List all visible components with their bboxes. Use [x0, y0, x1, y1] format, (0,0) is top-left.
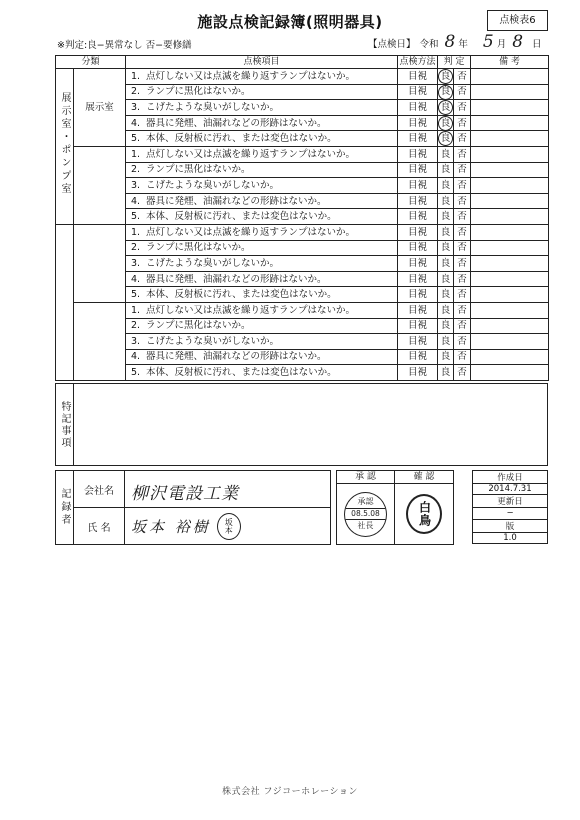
judgement-bad: 否	[457, 148, 467, 160]
check-item-number: 2.	[131, 164, 141, 176]
check-method: 目視	[408, 86, 428, 98]
judgement-good-cell	[438, 365, 454, 381]
judgement-good: 良	[440, 117, 451, 129]
check-item-number: 3.	[131, 101, 141, 113]
check-item-text: こげたような臭いがしないか。	[146, 335, 280, 347]
judgement-bad: 否	[457, 304, 467, 316]
check-method: 目視	[408, 70, 428, 82]
judgement-bad-cell	[454, 100, 471, 116]
check-item-cell	[126, 318, 398, 334]
judgement-good: 良	[440, 367, 451, 379]
judgement-bad-cell	[454, 224, 471, 240]
version-value: 1.0	[503, 532, 517, 543]
category-cell	[56, 224, 74, 380]
check-method-cell	[398, 302, 438, 318]
check-item-text: ランプに黒化はないか。	[146, 242, 251, 254]
updated-label: 更新日	[473, 495, 547, 508]
check-item-text: こげたような臭いがしないか。	[146, 101, 280, 113]
judgement-bad: 否	[457, 351, 467, 363]
judgement-bad-cell	[454, 131, 471, 147]
table-row	[56, 287, 549, 303]
created-date: 2014.7.31	[473, 484, 547, 495]
judgement-bad: 否	[457, 320, 467, 332]
remarks-cell	[471, 271, 549, 287]
check-method: 目視	[408, 101, 428, 113]
check-method-cell	[398, 115, 438, 131]
check-item-number: 2.	[131, 86, 141, 98]
remarks-cell	[471, 209, 549, 225]
table-row	[56, 349, 549, 365]
special-notes-box	[55, 383, 548, 466]
check-method-cell	[398, 146, 438, 162]
judgement-bad: 否	[457, 133, 467, 145]
subcategory-cell	[74, 146, 126, 224]
judgement-bad: 否	[457, 117, 467, 129]
check-method-cell	[398, 240, 438, 256]
check-method-cell	[398, 318, 438, 334]
check-item-number: 2.	[131, 320, 141, 332]
check-method-cell	[398, 131, 438, 147]
check-item-number: 1.	[131, 304, 141, 316]
judgement-bad: 否	[457, 289, 467, 301]
judgement-good: 良	[440, 211, 451, 223]
judgement-good-cell	[438, 84, 454, 100]
check-item-number: 2.	[131, 242, 141, 254]
check-item-text: 点灯しない又は点滅を繰り返すランプはないか。	[146, 70, 356, 82]
judgement-bad-cell	[454, 240, 471, 256]
check-item-cell	[126, 146, 398, 162]
table-row	[56, 115, 549, 131]
inspection-date-label: 【点検日】	[368, 39, 416, 50]
table-row	[56, 365, 549, 381]
personal-seal-text: 坂本	[224, 518, 234, 534]
judgement-bad-cell	[454, 178, 471, 194]
form-id-badge: 点検表6	[487, 10, 548, 31]
check-item-number: 1.	[131, 70, 141, 82]
subcategory-cell	[74, 224, 126, 302]
approval-box	[336, 470, 454, 545]
judgement-bad-cell	[454, 318, 471, 334]
table-row	[56, 318, 549, 334]
updated-date: −	[473, 508, 547, 519]
inspection-date-month-unit: 月	[496, 39, 507, 50]
judgement-good-cell	[438, 318, 454, 334]
check-method: 目視	[408, 351, 428, 363]
inspection-date-day: 8	[512, 32, 524, 52]
name-handwritten: 坂本 裕樹	[131, 517, 211, 536]
check-item-number: 4.	[131, 195, 141, 207]
remarks-cell	[471, 178, 549, 194]
check-item-number: 4.	[131, 351, 141, 363]
remarks-cell	[471, 365, 549, 381]
check-item-cell	[126, 240, 398, 256]
judgement-bad-cell	[454, 349, 471, 365]
judgement-bad: 否	[457, 101, 467, 113]
recorder-label: 記録者	[59, 488, 70, 527]
judgement-good: 良	[440, 195, 451, 207]
check-item-number: 4.	[131, 117, 141, 129]
remarks-cell	[471, 334, 549, 350]
check-item-text: ランプに黒化はないか。	[146, 86, 251, 98]
check-method-cell	[398, 349, 438, 365]
check-method-cell	[398, 178, 438, 194]
judgement-bad-cell	[454, 302, 471, 318]
subcategory-cell	[74, 69, 126, 147]
check-item-text: こげたような臭いがしないか。	[146, 179, 280, 191]
check-item-text: 点灯しない又は点滅を繰り返すランプはないか。	[146, 148, 356, 160]
company-handwritten: 柳沢電設工業	[131, 483, 239, 504]
check-method-cell	[398, 162, 438, 178]
check-item-cell	[126, 69, 398, 85]
check-method: 目視	[408, 320, 428, 332]
check-item-number: 1.	[131, 226, 141, 238]
judgement-good-cell	[438, 193, 454, 209]
judgement-good: 良	[440, 101, 451, 113]
inspection-table-header	[56, 56, 549, 69]
check-item-cell	[126, 256, 398, 272]
check-method-cell	[398, 84, 438, 100]
check-method: 目視	[408, 289, 428, 301]
judgement-good-cell	[438, 69, 454, 85]
check-method: 目視	[408, 195, 428, 207]
judgement-bad-cell	[454, 84, 471, 100]
check-item-cell	[126, 365, 398, 381]
check-item-text: こげたような臭いがしないか。	[146, 257, 280, 269]
judgement-bad-cell	[454, 287, 471, 303]
judgement-good-cell	[438, 146, 454, 162]
judgement-good: 良	[440, 133, 451, 145]
judgement-good: 良	[440, 70, 451, 82]
remarks-cell	[471, 256, 549, 272]
judgement-good-cell	[438, 131, 454, 147]
check-item-cell	[126, 193, 398, 209]
judgement-good-cell	[438, 256, 454, 272]
judgement-good-cell	[438, 162, 454, 178]
judgement-bad: 否	[457, 335, 467, 347]
approval-date-stamp	[344, 492, 387, 537]
judgement-bad: 否	[457, 242, 467, 254]
judgement-bad: 否	[457, 367, 467, 379]
check-item-text: 本体、反射板に汚れ、または変色はないか。	[146, 133, 337, 145]
judgement-good: 良	[440, 164, 451, 176]
check-item-number: 3.	[131, 179, 141, 191]
check-method-cell	[398, 271, 438, 287]
remarks-cell	[471, 302, 549, 318]
judgement-good: 良	[440, 289, 451, 301]
remarks-cell	[471, 100, 549, 116]
table-row	[56, 193, 549, 209]
judgement-good-cell	[438, 240, 454, 256]
check-method-cell	[398, 193, 438, 209]
judgement-good-cell	[438, 115, 454, 131]
confirmation-seal-text: 白鳥	[417, 501, 432, 527]
table-row	[56, 69, 549, 85]
check-item-text: 点灯しない又は点滅を繰り返すランプはないか。	[146, 226, 356, 238]
judgement-good: 良	[440, 179, 451, 191]
remarks-cell	[471, 162, 549, 178]
check-method: 目視	[408, 148, 428, 160]
header-remarks: 備 考	[471, 56, 549, 69]
check-method-cell	[398, 334, 438, 350]
check-item-text: 器具に発煙、油漏れなどの形跡はないか。	[146, 195, 327, 207]
approve-cell	[337, 484, 395, 544]
remarks-cell	[471, 224, 549, 240]
version-label: 版	[473, 520, 547, 533]
remarks-cell	[471, 69, 549, 85]
judgement-good: 良	[440, 351, 451, 363]
recorder-box	[55, 470, 331, 545]
check-item-text: 器具に発煙、油漏れなどの形跡はないか。	[146, 117, 327, 129]
name-value-cell	[125, 508, 330, 544]
remarks-cell	[471, 115, 549, 131]
remarks-cell	[471, 287, 549, 303]
table-row	[56, 256, 549, 272]
judgement-bad: 否	[457, 211, 467, 223]
judgement-bad-cell	[454, 115, 471, 131]
judgement-legend: ※判定:良−異常なし 否−要修繕	[57, 40, 192, 51]
remarks-cell	[471, 146, 549, 162]
check-item-text: 器具に発煙、油漏れなどの形跡はないか。	[146, 273, 327, 285]
judgement-good-cell	[438, 287, 454, 303]
table-row	[56, 178, 549, 194]
check-method: 目視	[408, 133, 428, 145]
judgement-bad-cell	[454, 334, 471, 350]
judgement-bad: 否	[457, 164, 467, 176]
check-method: 目視	[408, 117, 428, 129]
category-label: 展示室・ポンプ室	[59, 92, 70, 197]
check-item-text: ランプに黒化はないか。	[146, 164, 251, 176]
judgement-good: 良	[440, 242, 451, 254]
table-row	[56, 209, 549, 225]
check-method: 目視	[408, 273, 428, 285]
check-item-cell	[126, 271, 398, 287]
header-category: 分類	[56, 56, 126, 69]
check-method-cell	[398, 224, 438, 240]
judgement-bad: 否	[457, 195, 467, 207]
judgement-bad: 否	[457, 257, 467, 269]
judgement-bad-cell	[454, 193, 471, 209]
check-item-number: 5.	[131, 133, 141, 145]
check-method: 目視	[408, 335, 428, 347]
judgement-bad: 否	[457, 70, 467, 82]
table-row	[56, 84, 549, 100]
judgement-bad-cell	[454, 69, 471, 85]
created-label: 作成日	[473, 471, 547, 484]
check-method-cell	[398, 365, 438, 381]
approval-stamp-top: 承認	[357, 497, 374, 506]
company-label: 会社名	[74, 471, 125, 508]
check-method: 目視	[408, 179, 428, 191]
judgement-good-cell	[438, 334, 454, 350]
judgement-good: 良	[440, 335, 451, 347]
check-method-cell	[398, 209, 438, 225]
judgement-bad: 否	[457, 86, 467, 98]
check-item-cell	[126, 349, 398, 365]
judgement-bad-cell	[454, 256, 471, 272]
table-row	[56, 146, 549, 162]
header-method: 点検方法	[399, 56, 436, 67]
check-method: 目視	[408, 211, 428, 223]
judgement-bad-cell	[454, 271, 471, 287]
check-method-cell	[398, 287, 438, 303]
table-row	[56, 100, 549, 116]
inspection-date-year: 8	[444, 32, 456, 52]
check-item-number: 1.	[131, 148, 141, 160]
personal-seal-stamp	[217, 513, 241, 540]
judgement-good: 良	[440, 148, 451, 160]
check-item-text: 点灯しない又は点滅を繰り返すランプはないか。	[146, 304, 356, 316]
judgement-good-cell	[438, 224, 454, 240]
approve-header: 承 認	[337, 471, 395, 484]
confirm-header: 確 認	[395, 471, 453, 484]
judgement-bad-cell	[454, 162, 471, 178]
check-method: 目視	[408, 367, 428, 379]
special-notes-label: 特記事項	[59, 400, 70, 449]
table-row	[56, 224, 549, 240]
check-item-cell	[126, 162, 398, 178]
inspection-date	[368, 33, 542, 51]
judgement-good: 良	[440, 86, 451, 98]
check-item-number: 3.	[131, 335, 141, 347]
inspection-table	[55, 55, 549, 381]
check-item-number: 3.	[131, 257, 141, 269]
category-cell	[56, 69, 74, 225]
remarks-cell	[471, 349, 549, 365]
remarks-cell	[471, 131, 549, 147]
check-item-cell	[126, 209, 398, 225]
judgement-good-cell	[438, 178, 454, 194]
remarks-cell	[471, 240, 549, 256]
check-item-text: 本体、反射板に汚れ、または変色はないか。	[146, 367, 337, 379]
check-item-text: 器具に発煙、油漏れなどの形跡はないか。	[146, 351, 327, 363]
judgement-bad: 否	[457, 273, 467, 285]
judgement-good: 良	[440, 257, 451, 269]
subcategory-cell	[74, 302, 126, 380]
remarks-cell	[471, 84, 549, 100]
check-item-text: 本体、反射板に汚れ、または変色はないか。	[146, 211, 337, 223]
document-info-box	[472, 470, 548, 544]
judgement-good: 良	[440, 226, 451, 238]
header-judgement: 判 定	[438, 56, 471, 69]
check-item-number: 5.	[131, 289, 141, 301]
judgement-good: 良	[440, 320, 451, 332]
judgement-bad-cell	[454, 209, 471, 225]
judgement-good-cell	[438, 271, 454, 287]
check-method: 目視	[408, 242, 428, 254]
judgement-good-cell	[438, 302, 454, 318]
table-row	[56, 131, 549, 147]
check-item-cell	[126, 178, 398, 194]
approval-stamp-bottom: 社長	[357, 521, 374, 530]
remarks-cell	[471, 193, 549, 209]
confirm-cell	[395, 484, 453, 544]
header-row	[56, 56, 549, 69]
subcategory-label: 展示室	[85, 101, 114, 113]
approval-stamp-date: 08.5.08	[345, 508, 386, 520]
check-method-cell	[398, 256, 438, 272]
inspection-date-year-unit: 年	[458, 39, 468, 50]
special-notes-label-cell	[56, 384, 74, 465]
check-item-cell	[126, 115, 398, 131]
table-row	[56, 334, 549, 350]
check-method-cell	[398, 100, 438, 116]
check-item-text: ランプに黒化はないか。	[146, 320, 251, 332]
header-item: 点検項目	[126, 56, 398, 69]
check-item-cell	[126, 302, 398, 318]
remarks-cell	[471, 318, 549, 334]
check-item-cell	[126, 100, 398, 116]
check-method: 目視	[408, 257, 428, 269]
check-item-cell	[126, 334, 398, 350]
confirmation-seal-stamp	[406, 494, 442, 534]
table-row	[56, 240, 549, 256]
inspection-date-era: 令和	[419, 39, 439, 50]
recorder-label-cell	[56, 471, 74, 544]
judgement-good-cell	[438, 100, 454, 116]
inspection-table-body	[56, 69, 549, 381]
check-method: 目視	[408, 226, 428, 238]
check-item-number: 4.	[131, 273, 141, 285]
check-item-cell	[126, 287, 398, 303]
judgement-good-cell	[438, 349, 454, 365]
check-item-text: 本体、反射板に汚れ、または変色はないか。	[146, 289, 337, 301]
judgement-good: 良	[440, 304, 451, 316]
check-item-cell	[126, 224, 398, 240]
check-item-number: 5.	[131, 211, 141, 223]
check-method: 目視	[408, 304, 428, 316]
company-value-cell	[125, 471, 330, 508]
special-notes-body	[74, 384, 547, 465]
check-item-number: 5.	[131, 367, 141, 379]
judgement-bad-cell	[454, 146, 471, 162]
check-method: 目視	[408, 164, 428, 176]
table-row	[56, 271, 549, 287]
judgement-bad: 否	[457, 226, 467, 238]
name-label: 氏 名	[74, 508, 125, 544]
page-title: 施設点検記録簿(照明器具)	[197, 13, 383, 31]
inspection-date-day-unit: 日	[532, 39, 542, 50]
table-row	[56, 162, 549, 178]
footer-company: 株式会社 フジコーホレーション	[222, 787, 358, 797]
table-row	[56, 302, 549, 318]
judgement-good: 良	[440, 273, 451, 285]
judgement-bad: 否	[457, 179, 467, 191]
check-method-cell	[398, 69, 438, 85]
check-item-cell	[126, 84, 398, 100]
inspection-date-month: 5	[482, 32, 494, 52]
judgement-good-cell	[438, 209, 454, 225]
check-item-cell	[126, 131, 398, 147]
judgement-bad-cell	[454, 365, 471, 381]
